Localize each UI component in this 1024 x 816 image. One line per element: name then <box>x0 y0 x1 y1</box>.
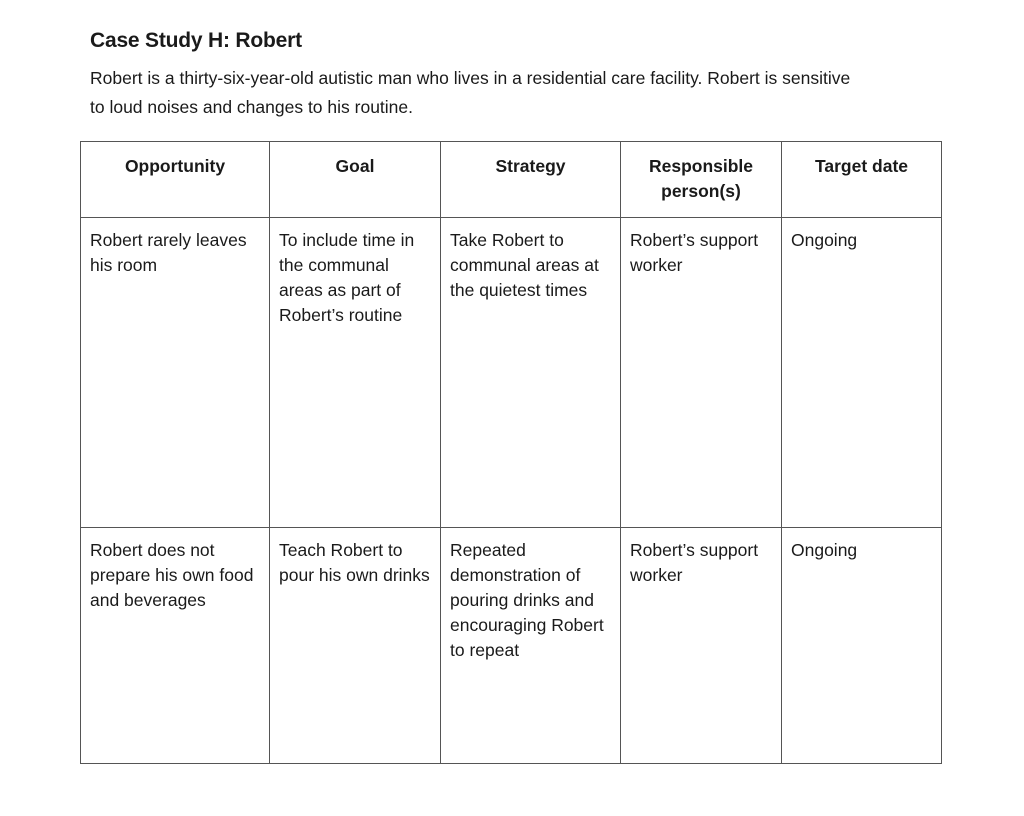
case-study-title: Case Study H: Robert <box>90 29 302 52</box>
header-responsible-persons: Responsible person(s) <box>621 142 782 218</box>
care-plan-table <box>80 141 942 764</box>
cell-strategy: Repeated demonstration of pouring drinks and encouraging Robert to repeat <box>441 528 621 764</box>
intro-line-2: to loud noises and changes to his routine. <box>90 97 413 117</box>
table-row <box>81 218 942 528</box>
header-opportunity: Opportunity <box>81 142 270 218</box>
cell-strategy: Take Robert to communal areas at the quietest times <box>441 218 621 528</box>
case-study-intro <box>90 64 930 122</box>
cell-opportunity: Robert rarely leaves his room <box>81 218 270 528</box>
table-row <box>81 528 942 764</box>
cell-target-date: Ongoing <box>782 218 942 528</box>
table-header-row <box>81 142 942 218</box>
cell-responsible: Robert’s support worker <box>621 528 782 764</box>
header-target-date: Target date <box>782 142 942 218</box>
header-goal: Goal <box>270 142 441 218</box>
cell-goal: To include time in the communal areas as part of Robert’s routine <box>270 218 441 528</box>
cell-opportunity: Robert does not prepare his own food and beverages <box>81 528 270 764</box>
cell-goal: Teach Robert to pour his own drinks <box>270 528 441 764</box>
cell-responsible: Robert’s support worker <box>621 218 782 528</box>
header-strategy: Strategy <box>441 142 621 218</box>
cell-target-date: Ongoing <box>782 528 942 764</box>
intro-line-1: Robert is a thirty-six-year-old autistic man who lives in a residential care facility. Robert is sensitive <box>90 68 851 88</box>
